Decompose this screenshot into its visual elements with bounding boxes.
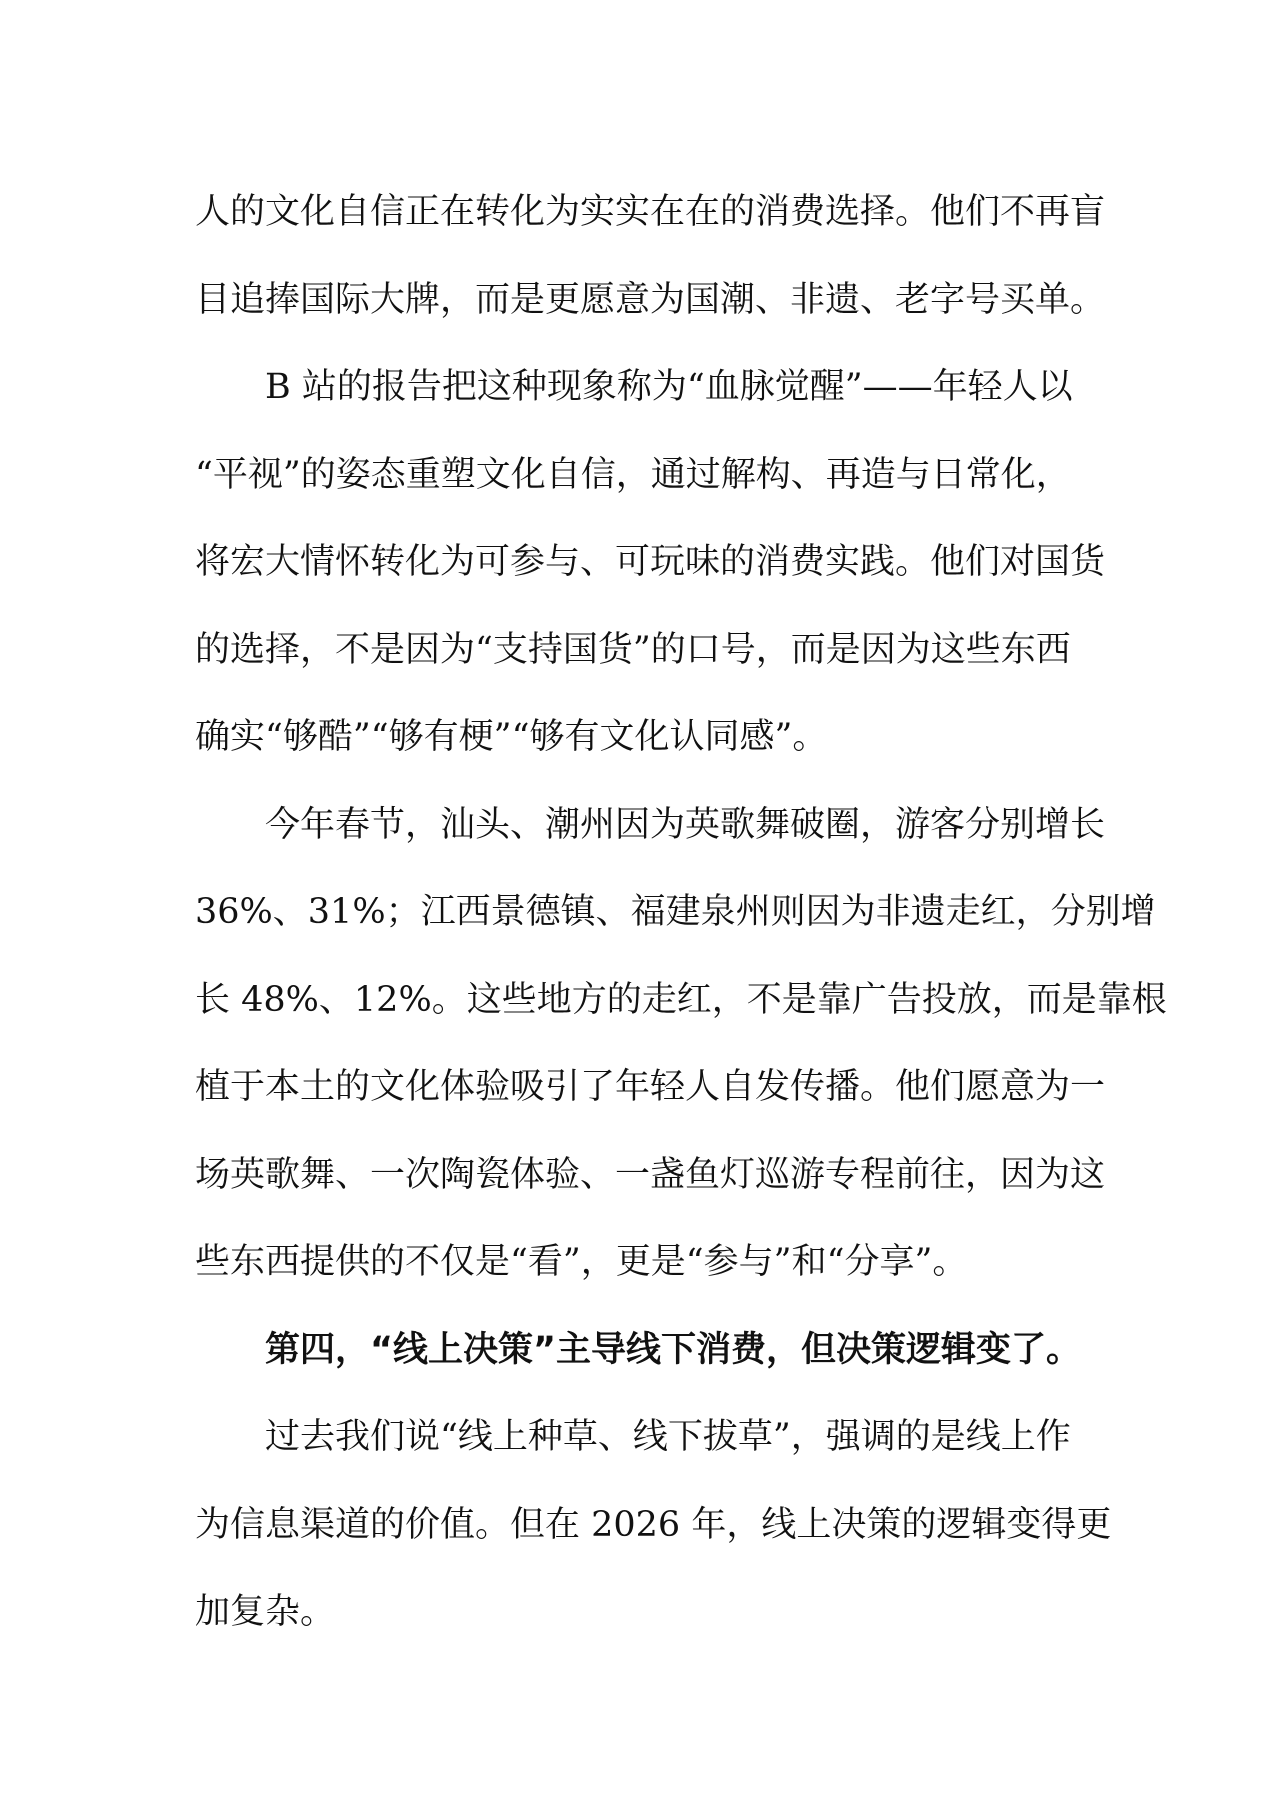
text-line: “平视”的姿态重塑文化自信，通过解构、再造与日常化，: [195, 454, 1071, 495]
text-line: 今年春节，汕头、潮州因为英歌舞破圈，游客分别增长: [265, 804, 1106, 845]
text-line: 确实“够酷”“够有梗”“够有文化认同感”。: [195, 717, 828, 757]
text-line: 场英歌舞、一次陶瓷体验、一盏鱼灯巡游专程前往，因为这: [195, 1154, 1106, 1195]
paragraph-bilibili-report: [195, 344, 1106, 782]
text-line: 植于本土的文化体验吸引了年轻人自发传播。他们愿意为一: [195, 1067, 1106, 1107]
document-page: [195, 169, 1167, 1657]
text-line: 的选择，不是因为“支持国货”的口号，而是因为这些东西: [195, 629, 1071, 670]
text-line: 些东西提供的不仅是“看”，更是“参与”和“分享”。: [195, 1242, 968, 1282]
section-heading-fourth: [195, 1307, 1085, 1395]
text-line: 36%、31%；江西景德镇、福建泉州则因为非遗走红，分别增: [195, 892, 1156, 932]
text-line: 将宏大情怀转化为可参与、可玩味的消费实践。他们对国货: [195, 542, 1106, 582]
text-line: 为信息渠道的价值。但在 2026 年，线上决策的逻辑变得更: [195, 1504, 1112, 1545]
text-line: 长 48%、12%。这些地方的走红，不是靠广告投放，而是靠根: [195, 979, 1167, 1020]
text-line: 目追捧国际大牌，而是更愿意为国潮、非遗、老字号买单。: [195, 279, 1106, 320]
paragraph-spring-festival-tourism: [195, 782, 1167, 1307]
text-line: B 站的报告把这种现象称为“血脉觉醒”——年轻人以: [265, 367, 1073, 407]
text-line: 过去我们说“线上种草、线下拔草”，强调的是线上作: [265, 1417, 1071, 1457]
paragraph-cultural-confidence: [195, 169, 1106, 344]
text-line: 加复杂。: [195, 1592, 336, 1632]
text-line: 人的文化自信正在转化为实实在在的消费选择。他们不再盲: [195, 192, 1106, 232]
paragraph-online-decision: [195, 1394, 1112, 1657]
heading-line: 第四，“线上决策”主导线下消费，但决策逻辑变了。: [265, 1329, 1082, 1370]
